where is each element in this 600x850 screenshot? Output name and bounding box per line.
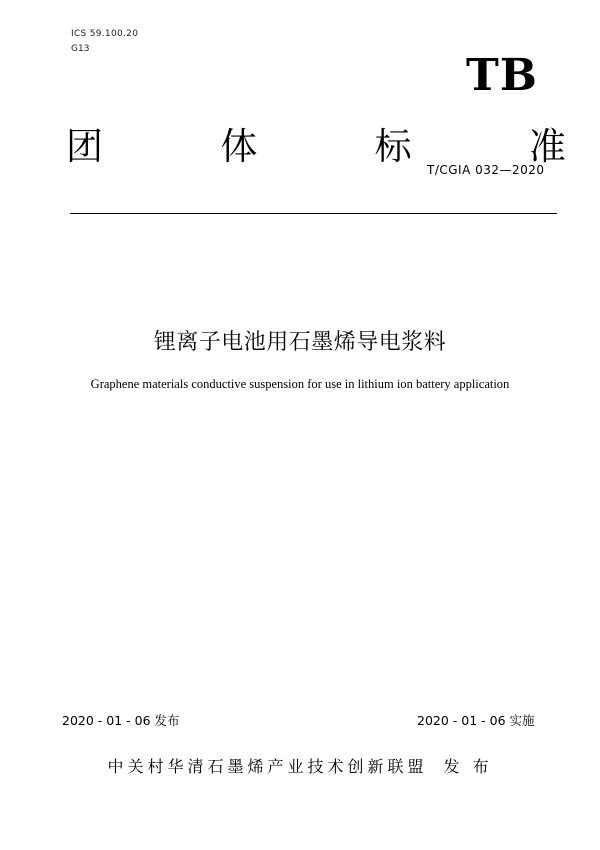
publisher-line [0, 754, 600, 777]
ccs-code: G13 [71, 44, 90, 54]
standard-logo: TB [466, 50, 538, 101]
document-title-chinese: 锂离子电池用石墨烯导电浆料 [153, 330, 447, 355]
publisher-name: 中关村华清石墨烯产业技术创新联盟 [107, 757, 428, 776]
standard-number: T/CGIA 032—2020 [427, 163, 545, 177]
publish-date: 2020 - 01 - 06 发布 [62, 713, 180, 728]
header-divider [70, 213, 557, 214]
publish-word: 发 布 [443, 757, 493, 776]
standard-type-heading [66, 116, 566, 170]
standard-type-char: 标 [374, 125, 412, 168]
document-title-english: Graphene materials conductive suspension for use in lithium ion battery application [90, 377, 510, 391]
implement-date: 2020 - 01 - 06 实施 [417, 713, 535, 728]
standard-type-char: 体 [220, 125, 258, 168]
ics-code: ICS 59.100.20 [71, 29, 139, 39]
standard-type-char: 准 [528, 125, 566, 168]
standard-type-char: 团 [66, 125, 103, 168]
